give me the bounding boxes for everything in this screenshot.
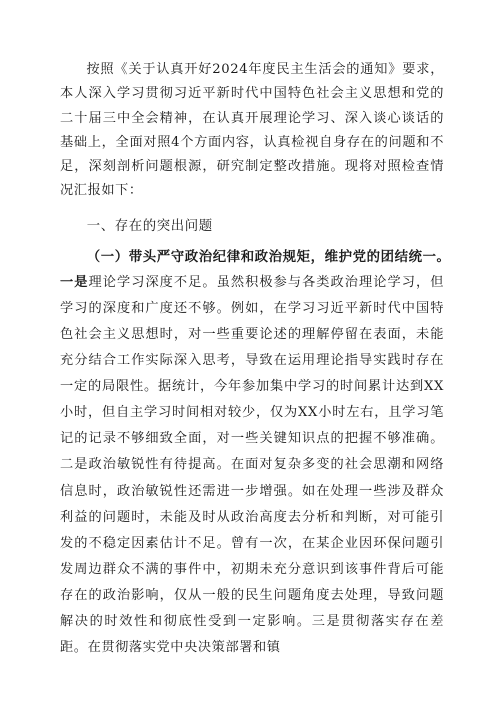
- subsection-heading: （一）带头严守政治纪律和政治规矩，维护党的团结统一。: [86, 248, 451, 265]
- section-heading: 一、存在的突出问题: [86, 218, 213, 234]
- point-lead: 一是: [60, 274, 89, 290]
- intro-paragraph: 按照《关于认真开好2024年度民主生活会的通知》要求，本人深入学习贯彻习近平新时代中国特色社会主义思想和党的二十届三中全会精神，在认真开展理论学习、深入谈心谈话的基础上，全面对照4个方面内容，认真检视自身存在的问题和不足，深刻剖析问题根源，研究制定整改措施。现将对照检查情况汇报如下：: [60, 62, 444, 199]
- body-paragraph: [60, 270, 444, 661]
- point-text: 理论学习深度不足。虽然积极参与各类政治理论学习，但学习的深度和广度还不够。例如，在学习习近平新时代中国特色社会主义思想时，对一些重要论述的理解停留在表面，未能充分结合工作实际深入思考，导致在运用理论指导实践时存在一定的局限性。据统计，今年参加集中学习的时间累计达到XX小时，但自主学习时间相对较少，仅为XX小时左右，且学习笔记的记录不够细致全面，对一些关键知识点的把握不够准确。二是政治敏锐性有待提高。在面对复杂多变的社会思潮和网络信息时，政治敏锐性还需进一步增强。如在处理一些涉及群众利益的问题时，未能及时从政治高度去分析和判断，对可能引发的不稳定因素估计不足。曾有一次，在某企业因环保问题引发周边群众不满的事件中，初期未充分意识到该事件背后可能存在的政治影响，仅从一般的民生问题角度去处理，导致问题解决的时效性和彻底性受到一定影响。三是贯彻落实存在差距。在贯彻落实党中央决策部署和镇: [60, 274, 445, 656]
- document-page: [60, 58, 451, 661]
